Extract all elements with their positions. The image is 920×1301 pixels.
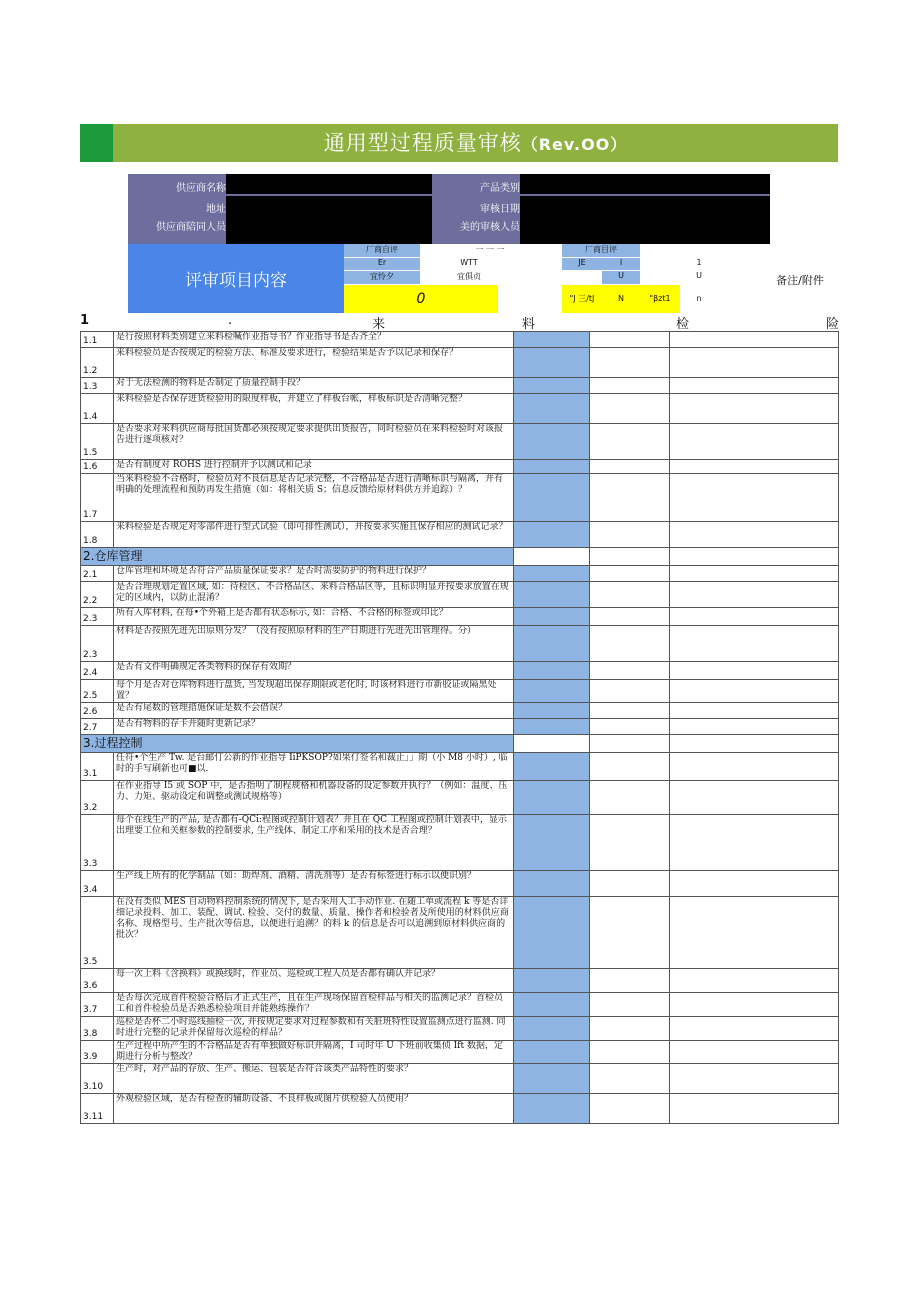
table-row [81,332,839,348]
table-row [81,993,839,1017]
remarks-cell[interactable] [670,969,839,993]
table-row [81,753,839,781]
product-type-field[interactable] [520,174,770,194]
item-number: 2.6 [81,703,114,719]
audit-date-label: 审核日期 [480,204,520,215]
self-eval-cell[interactable] [514,703,590,719]
supplier-name-field[interactable] [226,174,432,194]
table-row [81,897,839,969]
remarks-header: 备注/附件 [776,274,824,287]
section-blank-cell [514,548,590,566]
self-eval-cell[interactable] [514,815,590,871]
section-1-char3: 检 [676,317,690,332]
item-number: 3.6 [81,969,114,993]
self-eval-cell[interactable] [514,582,590,608]
item-text: 当来料检验不合格时，检验员对不良信息是否记录完整，不合格品是否进行清晰标识与隔离，并有明确的处理流程和预防再发生措施（如：将相关质 S；信息反馈给原材料供方并追踪）？ [114,474,514,522]
factory-eval-cell[interactable] [590,969,670,993]
factory-eval-cell[interactable] [590,719,670,735]
self-eval-cell[interactable] [514,969,590,993]
header-n: N [602,285,640,313]
item-number: 1.8 [81,522,114,548]
section-blank-cell [514,735,590,753]
table-row [81,1017,839,1041]
item-number: 1.3 [81,378,114,394]
self-eval-cell[interactable] [514,1017,590,1041]
remarks-cell[interactable] [670,1041,839,1064]
self-eval-cell[interactable] [514,897,590,969]
table-row [81,608,839,626]
remarks-cell[interactable] [670,582,839,608]
table-row [81,474,839,522]
item-text: 材料是否按照先进先出原则分发？（没有按照原材料的生产日期进行先进先出管理得。分） [114,626,514,662]
remarks-cell[interactable] [670,781,839,815]
self-eval-header: 厂商自评 [344,244,420,257]
item-text: 生产时，对产品的存放、生产、搬运、包装是否符合该类产品特性的要求？ [114,1064,514,1094]
self-eval-cell[interactable] [514,871,590,897]
factory-eval-cell[interactable] [590,753,670,781]
item-text: 每一次上料《含换料》或换线时，作业员、巡检或工程人员是否都有确认并记录？ [114,969,514,993]
section-1-header [80,313,838,331]
title-main: 通用型过程质量审核 [323,131,522,155]
header-r1: "J 三/tJ [562,285,602,313]
item-text: 是否有制度对 ROHS 进行控制并予以测试和记录 [114,460,514,474]
table-row [81,871,839,897]
item-number: 1.6 [81,460,114,474]
table-row [81,969,839,993]
factory-eval-cell[interactable] [590,608,670,626]
address-field[interactable] [226,196,432,216]
item-number: 1.5 [81,424,114,460]
item-text: 在作业指导 I5 或 SOP 中，是否指明了制程规格和机器设备的设定参数并执行？（例如：温度、压力、力矩、驱动设定和调整或测试规格等） [114,781,514,815]
factory-eval-cell[interactable] [590,703,670,719]
factory-eval-cell[interactable] [590,582,670,608]
item-number: 3.1 [81,753,114,781]
address-label: 地址 [206,204,226,215]
factory-eval-cell[interactable] [590,871,670,897]
factory-eval-cell[interactable] [590,897,670,969]
remarks-cell[interactable] [670,1094,839,1124]
remarks-cell[interactable] [670,608,839,626]
table-row [81,662,839,680]
item-number: 1.7 [81,474,114,522]
section-1-dot: . [228,313,233,328]
self-eval-cell[interactable] [514,394,590,424]
factory-eval-cell[interactable] [590,460,670,474]
self-eval-cell[interactable] [514,1041,590,1064]
factory-eval-cell[interactable] [590,781,670,815]
header-small1: 宜怜夕 [344,271,420,284]
header-je: JE [562,258,602,270]
section-1-char2: 料 [522,317,536,332]
self-eval-cell[interactable] [514,460,590,474]
header-i: I [602,258,640,270]
table-row [81,703,839,719]
supplier-info-panel [128,174,770,244]
supplier-staff-label: 供应商陪同人员 [156,222,226,233]
self-eval-cell[interactable] [514,332,590,348]
auditor-label: 美的审核人员 [460,222,520,233]
remarks-cell[interactable] [670,703,839,719]
item-number: 3.4 [81,871,114,897]
item-number: 3.5 [81,897,114,969]
self-eval-cell[interactable] [514,1094,590,1124]
item-number: 3.2 [81,781,114,815]
page-title [113,124,838,162]
remarks-cell[interactable] [670,332,839,348]
factory-eval-cell[interactable] [590,680,670,703]
item-number: 2.5 [81,680,114,703]
remarks-cell[interactable] [670,1064,839,1094]
self-eval-cell[interactable] [514,993,590,1017]
remarks-cell[interactable] [670,1017,839,1041]
self-eval-cell[interactable] [514,719,590,735]
item-number: 3.11 [81,1094,114,1124]
self-eval-cell[interactable] [514,626,590,662]
item-text: 仓库管理和环境是否符合产品质量保证要求？是否时需要防护的物料进行保护？ [114,566,514,582]
header-dash: 一 一 一 [475,245,505,254]
header-zero: 0 [344,285,498,313]
table-row [81,1094,839,1124]
self-eval-cell[interactable] [514,680,590,703]
item-text: 是行按照材料类别建立来料检喊作业指导书？作业指导书是否齐全？ [114,332,514,348]
table-row [81,378,839,394]
factory-eval-cell[interactable] [590,993,670,1017]
item-number: 3.9 [81,1041,114,1064]
self-eval-cell[interactable] [514,474,590,522]
table-row [81,348,839,378]
item-text: 每个在线生产的产品, 是否都有-QCi:程图或控制计划表？并且在 QC 工程图或控制计划表中，显示出理要工位和关框参数的控制要求, 生产线体、制定工序和采用的技术是否合理？ [114,815,514,871]
item-text: 每个月是否对仓库物料进行盘货, 当发现超出保存期限或老化时, 时该材料进行市新胶证或隔黑处置？ [114,680,514,703]
section-blank-cell [670,548,839,566]
header-er: Er [344,258,420,270]
header-u2: U [696,271,702,280]
table-row [81,626,839,662]
factory-eval-cell[interactable] [590,348,670,378]
table-row [81,815,839,871]
item-number: 1.4 [81,394,114,424]
item-number: 3.8 [81,1017,114,1041]
item-number: 2.1 [81,566,114,582]
factory-eval-cell[interactable] [590,332,670,348]
self-eval-cell[interactable] [514,608,590,626]
remarks-cell[interactable] [670,348,839,378]
item-text: 是否有物料的存卡并随时更新记录？ [114,719,514,735]
self-eval-cell[interactable] [514,662,590,680]
table-row [81,460,839,474]
remarks-cell[interactable] [670,424,839,460]
item-text: 生产过程中所产生的不合格品是否有单独做好标识并隔离，I 司时年 U 下班前收集侦 Ift 数据，定期进行分析与整改？ [114,1041,514,1064]
product-type-label: 产品类别 [480,183,520,194]
remarks-cell[interactable] [670,394,839,424]
factory-eval-cell[interactable] [590,1094,670,1124]
item-text: 是否有尾数的管理措施保证是数不会借误？ [114,703,514,719]
self-eval-cell[interactable] [514,378,590,394]
header-n2: n [696,294,702,303]
section-header-row [81,735,839,753]
factory-eval-cell[interactable] [590,1064,670,1094]
item-content-label: 评审项目内容 [185,271,287,291]
remarks-cell[interactable] [670,566,839,582]
header-small2: 宜俱贞 [457,272,481,281]
remarks-cell[interactable] [670,662,839,680]
item-text: 对于无法检测的物料是否制定了质量控制手段？ [114,378,514,394]
item-text: 生产线上所有的化学制品（如：助焊剂、酒精、清洗剂等）是否有标签进行标示以便识别？ [114,871,514,897]
factory-eval-cell[interactable] [590,522,670,548]
item-number: 3.7 [81,993,114,1017]
table-row [81,1041,839,1064]
item-number: 1.1 [81,332,114,348]
header-wtt: WTT [460,258,478,267]
item-text: 来料检验是否规定对零部件进行型式试验（即可排性测试），并按要求实施且保存相应的测试记录？ [114,522,514,548]
self-eval-cell[interactable] [514,522,590,548]
header-one: 1 [696,258,702,267]
item-text: 巡检是否杯二小时巡线抽检一次, 并按规定要求对过程参数和有关脏班特性设置监测点进行监测. 同时进行完整的记录并保留每次巡检的样品？ [114,1017,514,1041]
header-r2: "βzt1 [640,285,680,313]
audit-date-field[interactable] [520,196,770,216]
item-text: 是否有文件明确规定各类物料的保存有效期？ [114,662,514,680]
section-blank-cell [590,548,670,566]
factory-eval-cell[interactable] [590,474,670,522]
remarks-cell[interactable] [670,522,839,548]
remarks-cell[interactable] [670,993,839,1017]
item-text: 所有入库材料, 在每•个外箱上是否都有状态标示, 如：合格、不合格的标签或印比？ [114,608,514,626]
title-accent [80,124,113,162]
section-title: 3.过程控制 [81,735,514,753]
factory-eval-cell[interactable] [590,394,670,424]
remarks-cell[interactable] [670,460,839,474]
item-text: 来料检验是否保存进货检验用的限度样板，并建立了样板台帐，样板标识是否清晰完整？ [114,394,514,424]
auditor-field[interactable] [520,216,770,244]
section-1-char1: 来 [372,317,386,332]
remarks-cell[interactable] [670,626,839,662]
title-rev: （Rev.OO） [521,135,628,154]
table-row [81,680,839,703]
self-eval-cell[interactable] [514,424,590,460]
section-1-num: 1 [80,313,90,328]
item-text: 来料检验员是否按规定的检验方法、标准及要求进行，检验结果是否予以记录和保存？ [114,348,514,378]
audit-table [80,331,839,1124]
item-number: 3.10 [81,1064,114,1094]
item-number: 2.2 [81,582,114,608]
remarks-cell[interactable] [670,897,839,969]
section-blank-cell [670,735,839,753]
remarks-cell[interactable] [670,474,839,522]
item-text: 在没有类似 MES 自动物料控制系统的情况下, 是否采用人工手动作业. 在随工单或流程 k 等是否详细记录投料、加工、装配、调试. 检验、交付的数量、质量、操作者和检验者及所使用的材料供应商名称、现格型号、生产批次等信息，以便进行追溯？的料 k 的信息是否可以追溯到原材料供应商的批次？ [114,897,514,969]
section-header-row [81,548,839,566]
factory-eval-cell[interactable] [590,1017,670,1041]
factory-eval-cell[interactable] [590,1041,670,1064]
item-number: 2.3 [81,608,114,626]
table-row [81,1064,839,1094]
self-eval-cell[interactable] [514,781,590,815]
table-row [81,522,839,548]
factory-eval-cell[interactable] [590,424,670,460]
item-text: 是否合理规划定置区域, 如：待检区、不合格品区、来料合格品区等，且标识明显并按要求放置在规定的区域内，以防止混淆？ [114,582,514,608]
item-text: 是否要求对来料供应商每批国货都必须按规定要求提供出货报告，同时检验员在来料检验时对该报告进行逐项核对？ [114,424,514,460]
factory-eval-cell[interactable] [590,815,670,871]
remarks-cell[interactable] [670,378,839,394]
factory-eval-cell[interactable] [590,662,670,680]
section-blank-cell [590,735,670,753]
self-eval-cell[interactable] [514,566,590,582]
factory-eval-cell[interactable] [590,626,670,662]
item-content-header [128,244,344,313]
factory-eval-header: 厂商目评 [562,244,640,257]
item-number: 1.2 [81,348,114,378]
item-number: 2.7 [81,719,114,735]
section-title: 2.仓库管理 [81,548,514,566]
self-eval-cell[interactable] [514,348,590,378]
factory-eval-cell[interactable] [590,378,670,394]
table-row [81,566,839,582]
remarks-cell[interactable] [670,753,839,781]
item-text: 任符•个生产 Tw. 是台邮仃公新的作业指导 IiPKSOP?如果仃签名和裁止」」期（小 M8 小时）, 临时的手写刷新也可■以. [114,753,514,781]
item-number: 2.3 [81,626,114,662]
table-row [81,719,839,735]
item-text: 外观检验区域，是否有检查的辅助设备、不良样板或图片供检验人员使用？ [114,1094,514,1124]
table-row [81,781,839,815]
remarks-cell[interactable] [670,719,839,735]
supplier-staff-field[interactable] [226,216,432,244]
self-eval-cell[interactable] [514,753,590,781]
section-1-char4: 险 [826,317,840,332]
item-number: 2.4 [81,662,114,680]
factory-eval-cell[interactable] [590,566,670,582]
item-text: 是否每次完成首件检验合格后才正式生产，且在生产现场保留首检样品与相关的监测记录？首检员工和首件检验员是否熟悉检验项目并能熟练操作？ [114,993,514,1017]
table-row [81,394,839,424]
table-row [81,424,839,460]
table-row [81,582,839,608]
header-u1: U [602,271,640,284]
item-number: 3.3 [81,815,114,871]
self-eval-cell[interactable] [514,1064,590,1094]
remarks-cell[interactable] [670,680,839,703]
supplier-name-label: 供应商名称 [176,183,226,194]
remarks-cell[interactable] [670,871,839,897]
remarks-cell[interactable] [670,815,839,871]
